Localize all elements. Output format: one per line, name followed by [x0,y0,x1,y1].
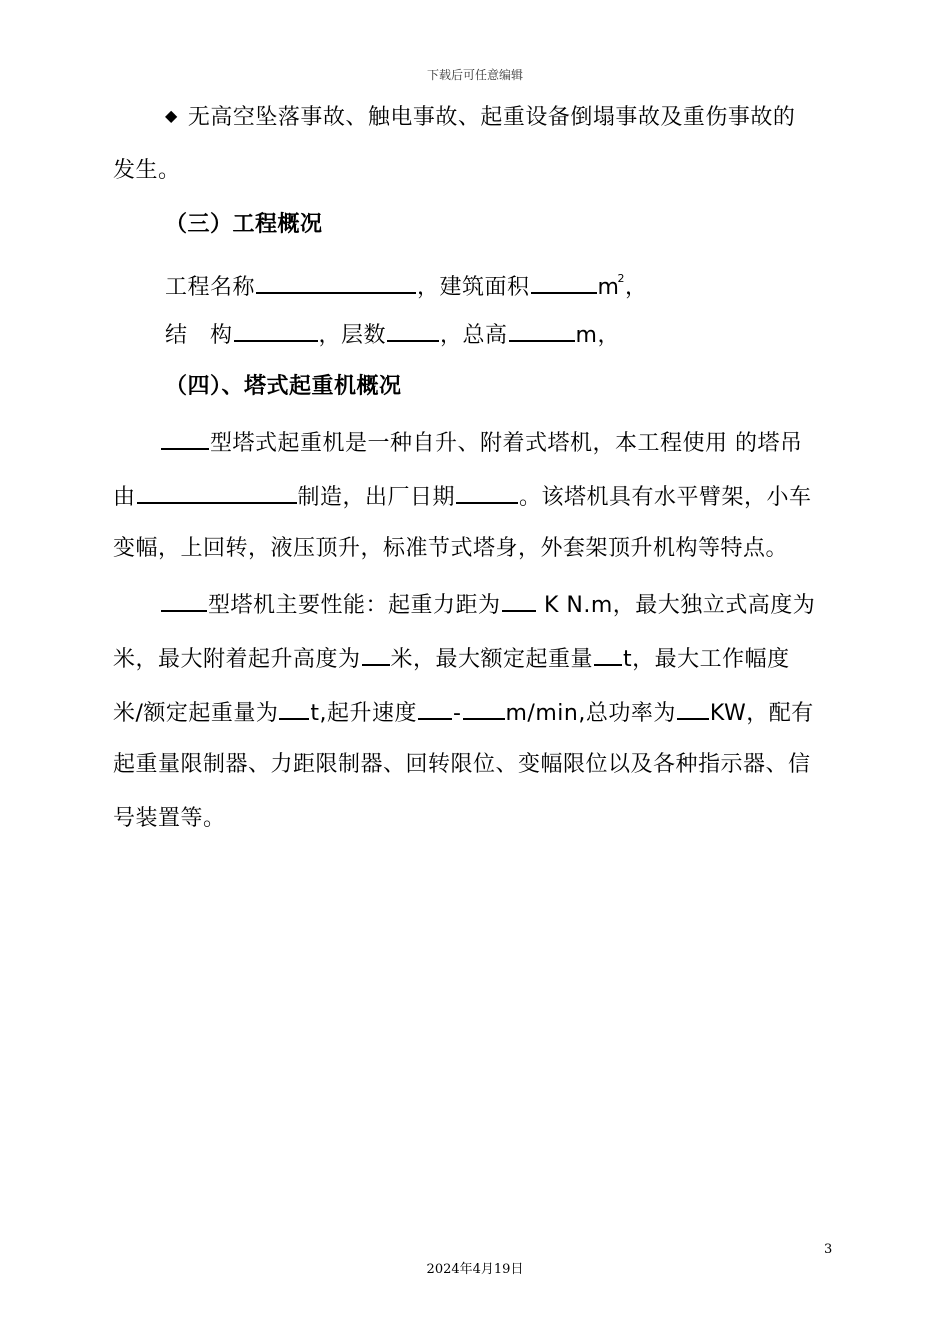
moment-blank [502,588,536,612]
crane-p1-line-2: 由 制造，出厂日期 。该塔机具有水平臂架，小车 [113,480,812,513]
rated-load-blank [279,696,309,720]
speed-max-blank [463,696,505,720]
project-name-line: 工程名称 ，建筑面积 $m^2$， [165,272,648,300]
crane-p2-line-3: 米/额定起重量为 t,起升速度 - m/min,总功率为 KW，配有 [113,696,814,729]
structure-line: 结 构 ，层数 ，总高 m， [165,318,620,351]
section-4-title: （四）、塔式起重机概况 [165,374,402,399]
speed-min-blank [418,696,452,720]
diamond-bullet-icon: ◆ [165,106,178,125]
project-name-blank [256,270,416,294]
crane-model-blank-2 [161,588,207,612]
height-blank [509,318,575,342]
bullet-line-1: ◆ 无高空坠落事故、触电事故、起重设备倒塌事故及重伤事故的 [165,105,796,130]
page-footer-date: 2024年4月19日 [426,1262,524,1277]
floors-blank [387,318,439,342]
page-number: 3 [824,1242,833,1257]
date-blank [456,480,518,504]
structure-blank [234,318,318,342]
crane-p1-line-1: 型塔式起重机是一种自升、附着式塔机，本工程使用 的塔吊 [160,426,803,459]
crane-model-blank [161,426,209,450]
crane-p2-line-4: 起重量限制器、力距限制器、回转限位、变幅限位以及各种指示器、信 [113,752,811,777]
crane-p2-line-5: 号装置等。 [113,806,226,831]
page-header: 下载后可任意编辑 [426,68,523,82]
crane-p2-line-2: 米，最大附着起升高度为 米，最大额定起重量 t，最大工作幅度 [113,642,790,675]
crane-p2-line-1: 型塔机主要性能：起重力距为 K N.m，最大独立式高度为 [160,588,815,621]
manufacturer-blank [137,480,297,504]
power-blank [677,696,709,720]
bullet-line-2: 发生。 [113,158,181,183]
attach-height-blank [362,642,390,666]
area-blank [531,270,597,294]
max-load-blank [594,642,622,666]
crane-p1-line-3: 变幅，上回转，液压顶升，标准节式塔身，外套架顶升机构等特点。 [113,536,789,561]
section-3-title: （三）工程概况 [165,212,323,237]
